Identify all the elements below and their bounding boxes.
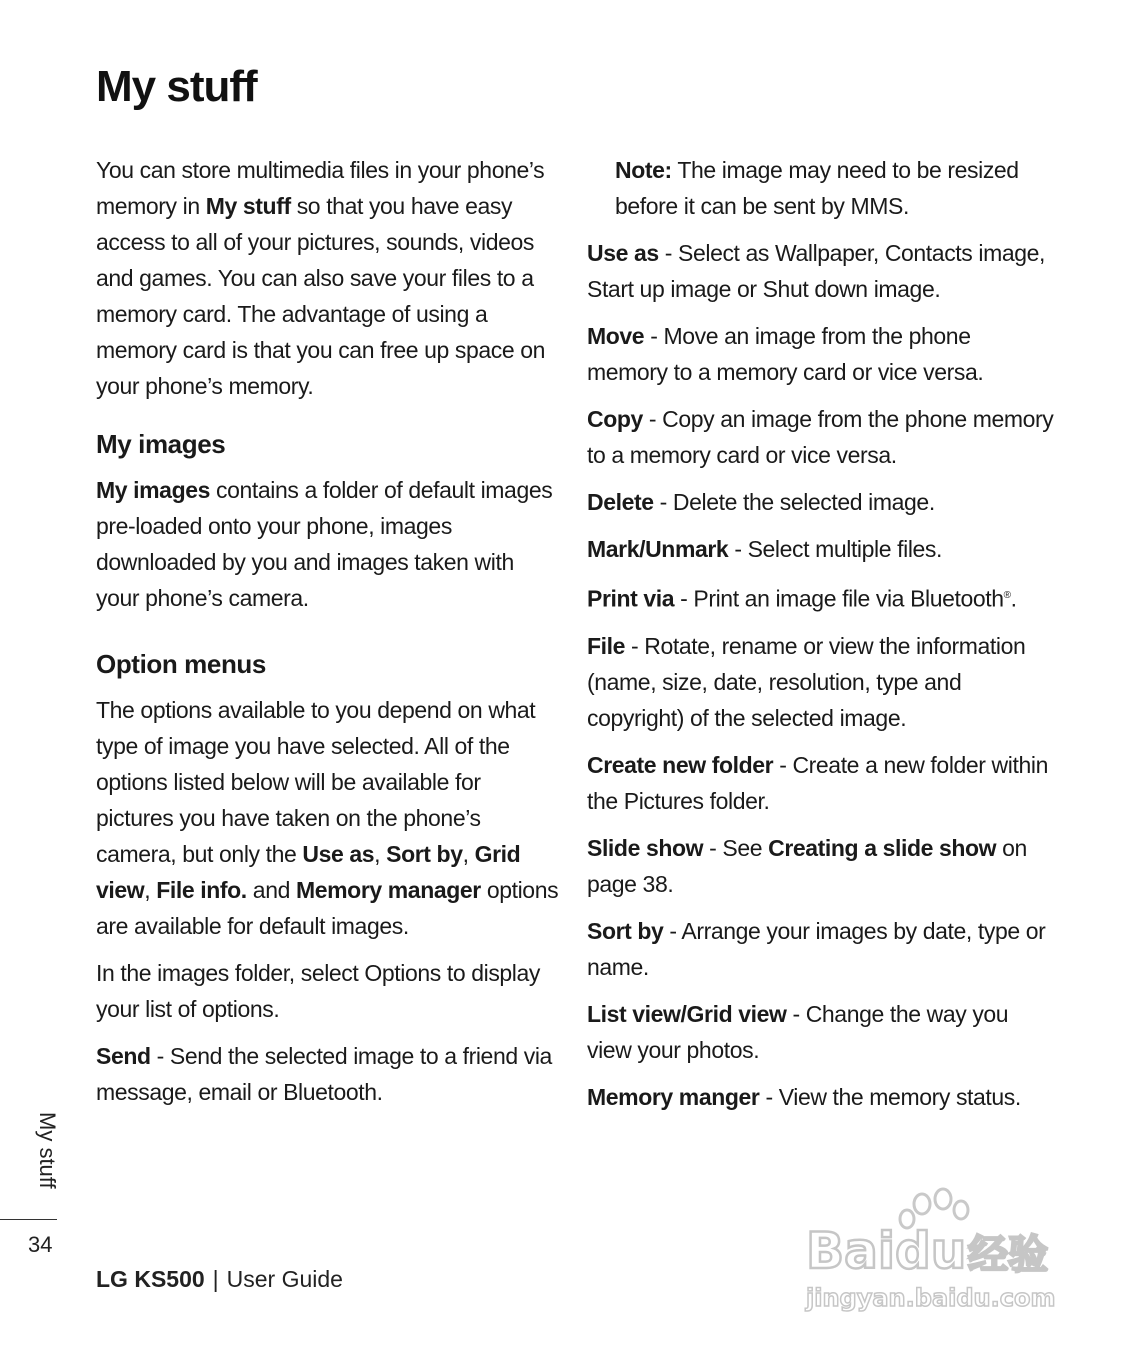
left-column (96, 152, 561, 1121)
om-text-6: options are available for default images. (96, 877, 559, 939)
intro-text: You can store multimedia files in your phone’s memory in (96, 157, 545, 219)
om-bold-use-as: Use as (302, 841, 375, 867)
footer-model: LG KS500 (96, 1266, 205, 1292)
option-term: Memory manger (587, 1083, 760, 1110)
page-number: 34 (28, 1232, 53, 1257)
option-desc: - Copy an image from the phone memory to a memory card or vice versa. (587, 406, 1054, 468)
option-term: Delete (587, 489, 654, 515)
om-bold-file-info: File info. (156, 877, 247, 903)
option-menus-paragraph (96, 692, 561, 944)
footer-guide: User Guide (226, 1266, 343, 1292)
option-desc: - Arrange your images by date, type or name. (587, 917, 1046, 980)
footer-separator: | (212, 1266, 219, 1292)
option-mark-unmark (587, 531, 1057, 567)
heading-option-menus: Option menus (96, 649, 266, 679)
option-term: List view/Grid view (587, 1000, 787, 1027)
option-memory-manger (587, 1079, 1057, 1115)
om-text-3: , (462, 841, 475, 867)
option-term: Copy (587, 406, 643, 432)
note-text: The image may need to be resized before it can be sent by MMS. (615, 157, 1019, 219)
om-text-1: The options available to you depend on what type of image you have selected. All of the options listed below will be available for pictures you have taken on the phone’s camera, but only the (96, 697, 536, 867)
intro-bold: My stuff (205, 193, 291, 219)
om-bold-memory-manager: Memory manager (295, 877, 481, 903)
option-desc-end: on page 38. (587, 834, 1027, 897)
side-section-label: My stuff (35, 1112, 60, 1189)
option-term: Move (587, 323, 645, 349)
note-paragraph (615, 152, 1057, 224)
option-desc: - Select as Wallpaper, Contacts image, Start up image or Shut down image. (587, 240, 1046, 302)
option-create-new-folder (587, 747, 1057, 819)
option-copy (587, 401, 1057, 473)
intro-text-2: so that you have easy access to all of your pictures, sounds, videos and games. You can also save your files to a memory card. The advantage of using a memory card is that you can free up space on your phone’s memory. (96, 193, 546, 399)
option-term: Send (96, 1043, 151, 1069)
heading-my-images: My images (96, 429, 226, 459)
option-file (587, 628, 1057, 736)
om-bold-grid-view: Grid view (96, 841, 521, 903)
option-desc: - See (703, 834, 769, 861)
option-term: Use as (587, 240, 659, 266)
option-desc: - Delete the selected image. (653, 489, 935, 515)
option-sort-by (587, 913, 1057, 985)
option-desc-end: . (1010, 585, 1017, 612)
right-column (587, 152, 1057, 1126)
my-images-text: contains a folder of default images pre-loaded onto your phone, images downloaded by you and images taken with your phone’s camera. (96, 477, 553, 611)
option-menus-paragraph-2: In the images folder, select Options to display your list of options. (96, 960, 541, 1022)
option-send (96, 1038, 561, 1110)
intro-paragraph (96, 152, 561, 404)
option-term: Mark/Unmark (587, 536, 729, 562)
baidu-watermark-logo (800, 1186, 1070, 1316)
option-move (587, 318, 1057, 390)
option-delete (587, 484, 1057, 520)
option-slide-show (587, 830, 1057, 902)
om-text-5: and (246, 877, 296, 903)
side-divider (0, 1219, 57, 1220)
om-text-4: , (144, 877, 157, 903)
om-text-2: , (374, 841, 387, 867)
om-bold-sort-by: Sort by (386, 841, 463, 867)
footer (96, 1266, 343, 1293)
option-desc: - Rotate, rename or view the information (name, size, date, resolution, type and copyright) of the selected image. (587, 632, 1026, 731)
watermark-cn: 经验 (968, 1232, 1048, 1278)
option-desc: - Select multiple files. (728, 536, 943, 562)
option-desc: - Send the selected image to a friend via message, email or Bluetooth. (96, 1043, 552, 1105)
option-term: File (587, 632, 626, 659)
option-print-via (587, 578, 1057, 617)
watermark-brand: Baidu (806, 1222, 967, 1280)
option-desc: - Change the way you view your photos. (587, 1000, 1009, 1063)
watermark-url: jingyan.baidu.com (806, 1284, 1056, 1312)
my-images-bold: My images (96, 477, 211, 503)
registered-mark: ® (1003, 590, 1011, 601)
option-desc: - Print an image file via Bluetooth (674, 585, 1004, 612)
option-desc: - Create a new folder within the Pictures folder. (587, 751, 1048, 814)
option-term: Slide show (587, 834, 704, 861)
slide-show-ref: Creating a slide show (768, 834, 997, 861)
option-use-as (587, 235, 1057, 307)
note-label: Note: (615, 157, 672, 183)
page-title: My stuff (96, 62, 257, 111)
option-desc: - Move an image from the phone memory to a memory card or vice versa. (587, 323, 984, 385)
my-images-paragraph (96, 472, 561, 616)
option-term: Print via (587, 585, 675, 612)
option-term: Sort by (587, 917, 664, 944)
option-term: Create new folder (587, 751, 774, 778)
option-list-grid-view (587, 996, 1057, 1068)
option-desc: - View the memory status. (759, 1083, 1021, 1110)
